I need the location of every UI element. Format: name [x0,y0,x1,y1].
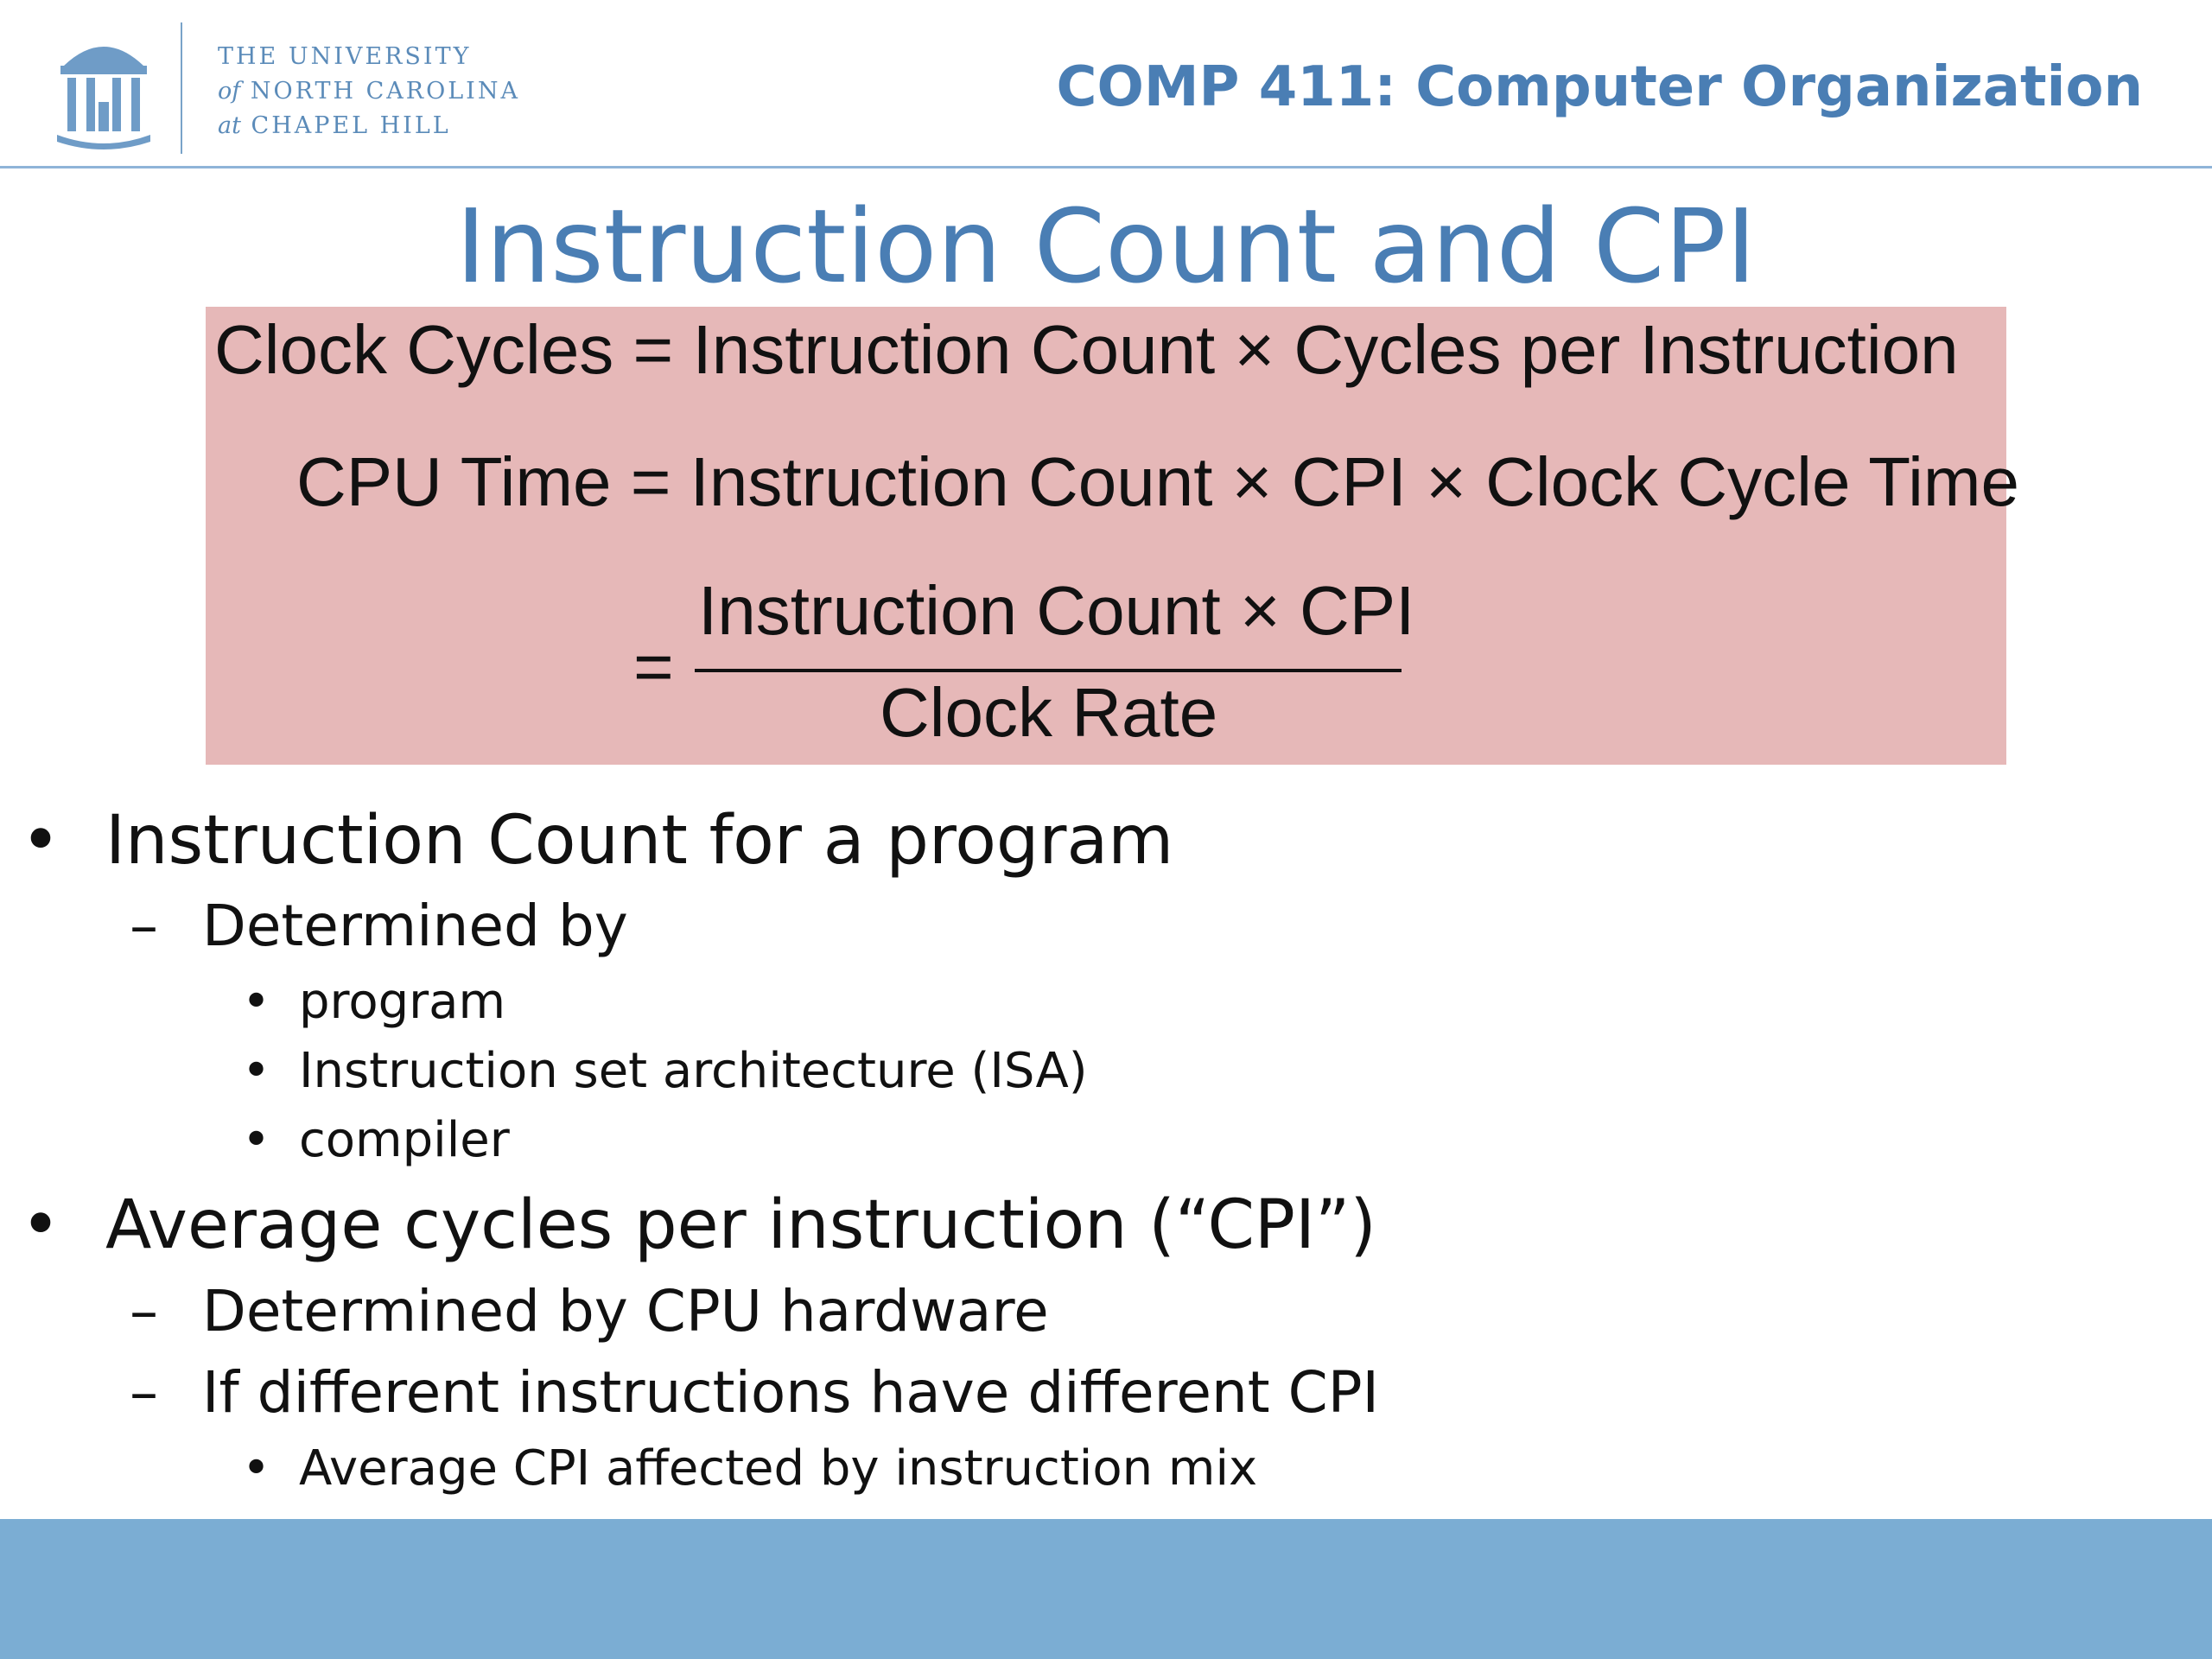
fraction-bar [695,669,1402,672]
footer-bar [0,1519,2212,1659]
cpu-time-equation: CPU Time = Instruction Count × CPI × Clock Cycle Time [296,443,2020,520]
slide-header [0,0,2212,168]
bullet-marker: • [21,802,61,880]
sub-bullet-cpu-hardware: Determined by CPU hardware [202,1278,1049,1344]
fraction-equals-sign: = [633,628,674,705]
old-well-logo-icon [55,31,152,150]
bullet-average-cpi: Average cycles per instruction (“CPI”) [105,1186,1376,1264]
item-isa: Instruction set architecture (ISA) [299,1043,1088,1099]
dash-marker: – [130,1278,158,1344]
header-rule [0,166,2212,168]
course-title: COMP 411: Computer Organization [1056,55,2143,119]
wordmark-line-2: of NORTH CAROLINA [218,78,520,105]
fraction-numerator: Instruction Count × CPI [698,572,1415,649]
bullet-marker: • [242,1440,271,1497]
sub-bullet-different-cpi: If different instructions have different CPI [202,1359,1379,1426]
slide-title: Instruction Count and CPI [455,187,1757,306]
item-compiler: compiler [299,1112,510,1168]
dash-marker: – [130,893,158,959]
item-program: program [299,974,506,1030]
formula-box [206,307,2020,765]
bullet-marker: • [242,1043,271,1099]
item-instruction-mix: Average CPI affected by instruction mix [299,1440,1258,1497]
bullet-marker: • [242,1112,271,1168]
dash-marker: – [130,1359,158,1426]
wordmark-line-3: at CHAPEL HILL [218,112,451,139]
bullet-marker: • [242,974,271,1030]
clock-cycles-equation: Clock Cycles = Instruction Count × Cycles per Instruction [214,311,1959,388]
bullet-marker: • [21,1186,61,1264]
university-wordmark [218,40,520,143]
fraction-denominator: Clock Rate [880,674,1218,751]
wordmark-line-1: THE UNIVERSITY [218,43,472,70]
sub-bullet-determined-by: Determined by [202,893,628,959]
bullet-instruction-count: Instruction Count for a program [105,802,1174,880]
logo-divider [181,22,182,154]
